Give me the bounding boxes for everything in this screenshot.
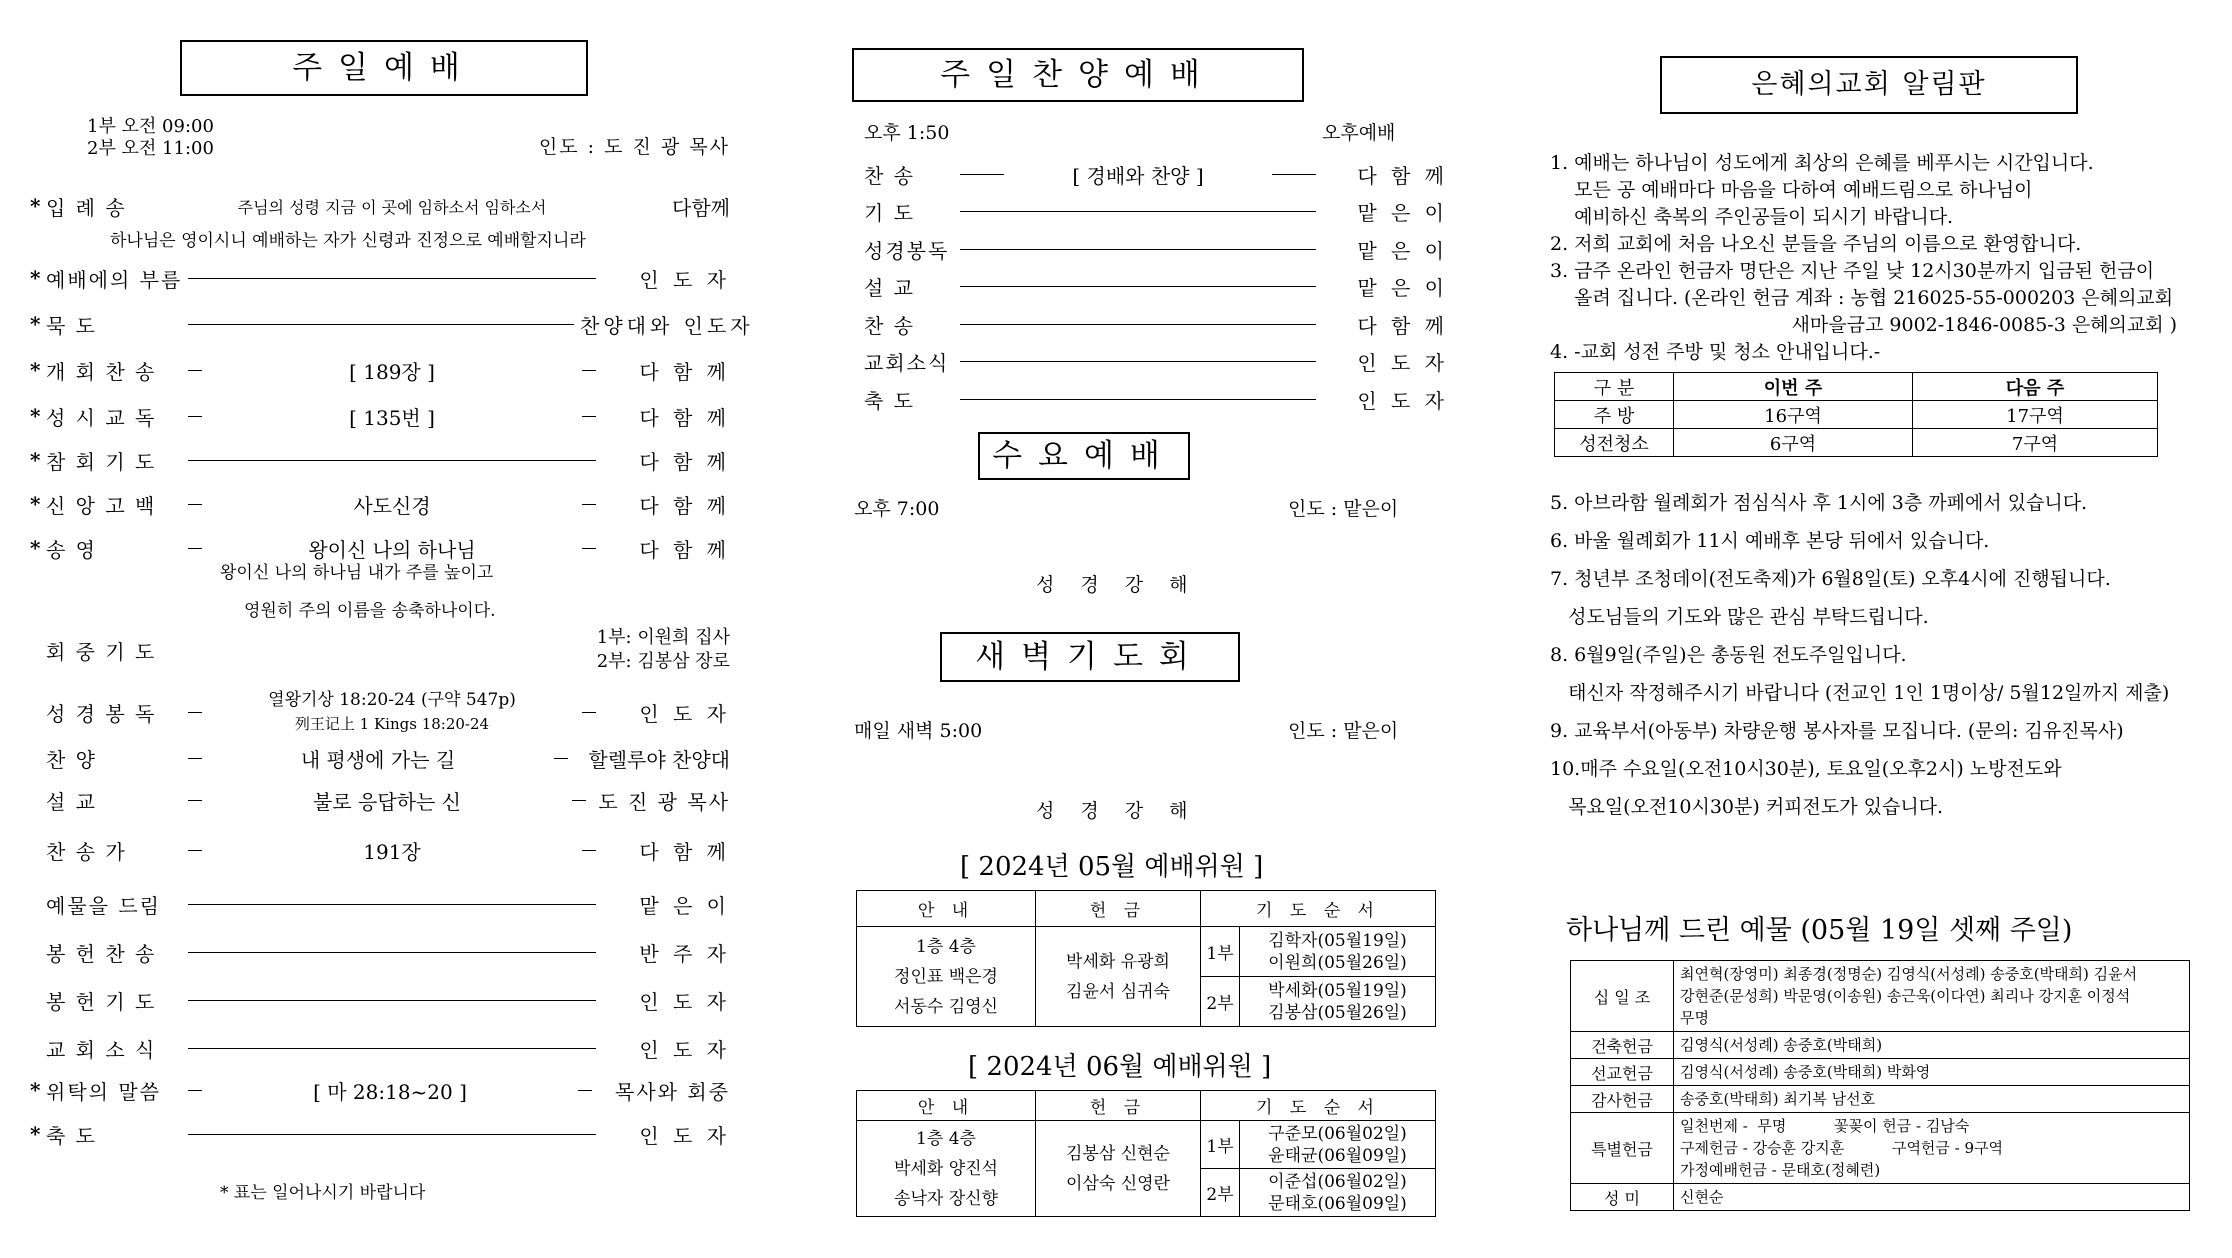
song-line-1: 왕이신 나의 하나님 내가 주를 높이고 (220, 563, 494, 583)
notice-line: 7. 청년부 조청데이(전도축제)가 6월8일(토) 오후4시에 진행됩니다. (1550, 568, 2111, 590)
liturgy-item-assignee: 다 함 께 (639, 537, 730, 562)
praise-item-assignee: 다 함 께 (1357, 313, 1448, 338)
sunday-service-title: 주일예배 (180, 40, 588, 96)
liturgy-item-assignee: 반 주 자 (639, 941, 730, 966)
wednesday-leader: 인도 : 맡은이 (1288, 498, 1399, 520)
liturgy-item-detail: 왕이신 나의 하나님 (308, 537, 476, 562)
june-part-1: 1부 (1201, 1121, 1240, 1169)
offering-category: 십 일 조 (1571, 961, 1674, 1032)
liturgy-item-label: 묵 도 (46, 313, 97, 338)
cleaning-header-category: 구 분 (1555, 373, 1674, 401)
liturgy-item-assignee: 다함께 (672, 195, 730, 220)
service-time-1: 1부 오전 09:00 (87, 116, 214, 137)
praise-item-label: 기 도 (864, 201, 915, 225)
offering-row (1571, 1032, 2190, 1059)
offering-names-line: 김영식(서성례) 송중호(박태희) 박화영 (1680, 1063, 1931, 1081)
liturgy-item-row (30, 932, 730, 972)
liturgy-item-detail: [ 마 28:18~20 ] (313, 1079, 467, 1104)
may-prayer-1: 김학자(05월19일) 이원희(05월26일) (1240, 927, 1436, 977)
cleaning-cell: 성전청소 (1555, 429, 1674, 457)
notice-line: 모든 공 예배마다 마음을 다하여 예배드림으로 하나님이 (1550, 179, 2033, 201)
reading-line-2: 列王记上 1 Kings 18:20-24 (294, 715, 490, 733)
praise-type: 오후예배 (1322, 122, 1396, 144)
liturgy-item-assignee: 인 도 자 (639, 267, 730, 292)
dawn-time: 매일 새벽 5:00 (854, 720, 983, 742)
sermon-label: 설 교 (46, 789, 97, 814)
liturgy-item-assignee: 다 함 께 (639, 839, 730, 864)
liturgy-item-row (30, 1114, 730, 1154)
notice-line: 8. 6월9일(주일)은 총동원 전도주일입니다. (1550, 644, 1907, 666)
liturgy-item-label: 참 회 기 도 (46, 449, 157, 474)
liturgy-item-assignee: 맡 은 이 (639, 893, 730, 918)
june-guide: 1층 4층 박세화 양진석 송낙자 장신향 (857, 1121, 1036, 1217)
praise-item-label: 설 교 (864, 276, 915, 300)
offering-category: 성 미 (1571, 1184, 1674, 1211)
liturgy-item-row (30, 258, 730, 298)
liturgy-item-assignee: 인 도 자 (639, 1123, 730, 1148)
june-part-2: 2부 (1201, 1169, 1240, 1217)
scripture-reading-row (30, 688, 730, 736)
praise-service-title: 주일찬양예배 (852, 48, 1304, 102)
sermon-preacher: 도 진 광 목사 (598, 789, 730, 814)
cleaning-cell: 6구역 (1674, 429, 1913, 457)
wednesday-content: 성 경 강 해 (1036, 574, 1198, 596)
anthem-label: 찬 양 (46, 747, 97, 772)
liturgy-item-label: 찬 송 가 (46, 839, 127, 864)
cleaning-table (1554, 372, 2158, 457)
liturgy-item-label: 교 회 소 식 (46, 1037, 157, 1062)
liturgy-item-label: 개 회 찬 송 (46, 359, 157, 384)
opening-verse: 하나님은 영이시니 예배하는 자가 신령과 진정으로 예배할지니라 (110, 231, 586, 251)
praise-item-row (864, 229, 1448, 269)
committee-june-table (856, 1090, 1436, 1217)
committee-may-title: [ 2024년 05월 예배위원 ] (960, 852, 1264, 882)
cleaning-header-next-week: 다음 주 (1913, 373, 2158, 401)
required-star: * (30, 492, 41, 516)
prayer-line-1: 1부: 이원희 집사 (596, 627, 730, 648)
liturgy-item-assignee: 다 함 께 (639, 493, 730, 518)
praise-item-label: 찬 송 (864, 313, 915, 338)
offering-names (1674, 1184, 2190, 1211)
praise-item-assignee: 맡 은 이 (1357, 238, 1448, 263)
praise-item-assignee: 맡 은 이 (1357, 276, 1448, 300)
anthem-right: 할렐루야 찬양대 (588, 747, 730, 772)
praise-item-row (864, 379, 1448, 419)
liturgy-item-assignee: 목사와 회중 (615, 1079, 730, 1104)
liturgy-item-row (30, 186, 730, 226)
offering-names-line: 가정예배헌금 - 문태호(정혜련) (1680, 1161, 1881, 1179)
required-star: * (30, 404, 41, 428)
offering-row (1571, 1086, 2190, 1113)
notice-line: 목요일(오전10시30분) 커피전도가 있습니다. (1550, 796, 1944, 818)
offering-names-line: 최연혁(장영미) 최종경(정명순) 김영식(서성례) 송중호(박태희) 김윤서 (1680, 965, 2138, 983)
praise-item-row (864, 192, 1448, 232)
committee-june-title: [ 2024년 06월 예배위원 ] (968, 1052, 1272, 1082)
offering-names-line: 구제헌금 - 강승훈 강지훈 구역헌금 - 9구역 (1680, 1139, 2004, 1157)
prayer-line-2: 2부: 김봉삼 장로 (596, 651, 730, 672)
liturgy-item-detail: 사도신경 (353, 493, 431, 518)
liturgy-item-label: 입 례 송 (46, 195, 127, 220)
praise-item-row (864, 267, 1448, 307)
anthem-row (30, 738, 730, 778)
offering-names (1674, 961, 2190, 1032)
reading-right: 인 도 자 (639, 701, 730, 726)
liturgy-item-label: 축 도 (46, 1123, 97, 1148)
liturgy-item-assignee: 찬양대와 인도자 (580, 313, 754, 338)
offering-names-line: 무명 (1680, 1009, 1709, 1027)
june-prayer-1: 구준모(06월02일) 윤태균(06월09일) (1240, 1121, 1436, 1169)
dawn-content: 성 경 강 해 (1036, 800, 1198, 822)
may-offering: 박세화 유광희 김윤서 심귀숙 (1036, 927, 1201, 1027)
cleaning-cell: 16구역 (1674, 401, 1913, 429)
liturgy-item-row (30, 396, 730, 436)
praise-item-detail: [ 경배와 찬양 ] (1072, 163, 1204, 188)
liturgy-item-detail: 주님의 성령 지금 이 곳에 임하소서 임하소서 (237, 197, 547, 217)
liturgy-item-label: 성 시 교 독 (46, 405, 157, 430)
offerings-title: 하나님께 드린 예물 (05월 19일 셋째 주일) (1566, 915, 2073, 946)
header-guide: 안 내 (857, 891, 1036, 927)
service-times (87, 116, 214, 160)
liturgy-item-row (30, 830, 730, 870)
liturgy-item-row (30, 1028, 730, 1068)
notice-line: 2. 저희 교회에 처음 나오신 분들을 주님의 이름으로 환영합니다. (1550, 233, 2082, 255)
offering-names-line: 일천번제 - 무명 꽃꽂이 헌금 - 김남숙 (1680, 1117, 1970, 1135)
offering-names (1674, 1059, 2190, 1086)
offering-names-line: 강현준(문성희) 박문영(이송원) 송근욱(이다연) 최리나 강지훈 이정석 (1680, 987, 2131, 1005)
offering-names-line: 송중호(박태희) 최기복 남선호 (1680, 1090, 1876, 1108)
june-offering: 김봉삼 신현순 이삼숙 신영란 (1036, 1121, 1201, 1217)
cleaning-header-this-week: 이번 주 (1674, 373, 1913, 401)
praise-item-row (864, 304, 1448, 344)
service-time-2: 2부 오전 11:00 (87, 138, 214, 159)
offering-category: 선교헌금 (1571, 1059, 1674, 1086)
sermon-row (30, 780, 730, 820)
notice-line: 6. 바울 월례회가 11시 예배후 본당 뒤에서 있습니다. (1550, 530, 1990, 552)
notice-line: 올려 집니다. (온라인 헌금 계좌 : 농협 216025-55-000203 은혜의교회 (1550, 287, 2174, 309)
header-offering: 헌 금 (1036, 1091, 1201, 1121)
required-star: * (30, 194, 41, 218)
liturgy-item-row (30, 884, 730, 924)
liturgy-item-label: 봉 헌 기 도 (46, 989, 157, 1014)
footnote: * 표는 일어나시기 바랍니다 (220, 1183, 426, 1203)
offering-row (1571, 961, 2190, 1032)
notices-a (1550, 150, 2210, 366)
offering-names (1674, 1113, 2190, 1184)
liturgy-item-assignee: 다 함 께 (639, 405, 730, 430)
notice-line: 예비하신 축복의 주인공들이 되시기 바랍니다. (1550, 206, 1954, 228)
praise-item-row (864, 342, 1448, 382)
offering-row (1571, 1184, 2190, 1211)
offering-row (1571, 1059, 2190, 1086)
june-prayer-2: 이준섭(06월02일) 문태호(06월09일) (1240, 1169, 1436, 1217)
may-guide: 1층 4층 정인표 백은경 서동수 김영신 (857, 927, 1036, 1027)
liturgy-item-label: 위탁의 말씀 (46, 1079, 161, 1104)
liturgy-item-row (30, 440, 730, 480)
notice-line: 성도님들의 기도와 많은 관심 부탁드립니다. (1550, 606, 1929, 628)
praise-item-assignee: 인 도 자 (1357, 388, 1448, 413)
notice-line: 3. 금주 온라인 헌금자 명단은 지난 주일 낮 12시30분까지 입금된 헌금이 (1550, 260, 2155, 282)
notices-b (1550, 484, 2210, 826)
required-star: * (30, 536, 41, 560)
liturgy-item-row (30, 304, 754, 344)
committee-may-table (856, 890, 1436, 1027)
offering-category: 감사헌금 (1571, 1086, 1674, 1113)
may-part-2: 2부 (1201, 977, 1240, 1027)
offering-names-line: 김영식(서성례) 송중호(박태희) (1680, 1036, 1883, 1054)
liturgy-item-assignee: 다 함 께 (639, 449, 730, 474)
praise-item-label: 성경봉독 (864, 238, 950, 263)
offering-row (1571, 1113, 2190, 1184)
liturgy-item-detail: [ 135번 ] (349, 405, 435, 430)
liturgy-item-row (30, 350, 730, 390)
praise-item-row (864, 154, 1448, 194)
sunday-service-column (30, 0, 754, 1258)
offering-names (1674, 1086, 2190, 1113)
offering-names (1674, 1032, 2190, 1059)
reading-line-1: 열왕기상 18:20-24 (구약 547p) (268, 690, 516, 710)
cleaning-cell: 주 방 (1555, 401, 1674, 429)
required-star: * (30, 1122, 41, 1146)
offering-category: 건축헌금 (1571, 1032, 1674, 1059)
header-prayer: 기 도 순 서 (1201, 1091, 1436, 1121)
header-offering: 헌 금 (1036, 891, 1201, 927)
liturgy-item-assignee: 인 도 자 (639, 1037, 730, 1062)
required-star: * (30, 358, 41, 382)
liturgy-item-assignee: 다 함 께 (639, 359, 730, 384)
offering-category: 특별헌금 (1571, 1113, 1674, 1184)
liturgy-item-label: 예배에의 부름 (46, 267, 183, 292)
notice-line: 5. 아브라함 월례회가 점심식사 후 1시에 3층 까페에서 있습니다. (1550, 492, 2088, 514)
praise-item-label: 찬 송 (864, 163, 915, 188)
may-prayer-2: 박세화(05월19일) 김봉삼(05월26일) (1240, 977, 1436, 1027)
wednesday-time: 오후 7:00 (854, 498, 940, 520)
praise-item-assignee: 다 함 께 (1357, 163, 1448, 188)
anthem-title: 내 평생에 가는 길 (300, 747, 456, 772)
dawn-prayer-title: 새벽기도회 (940, 632, 1240, 682)
required-star: * (30, 266, 41, 290)
congregation-prayer-row (30, 628, 730, 672)
song-line-2: 영원히 주의 이름을 송축하나이다. (244, 601, 496, 621)
board-title: 은혜의교회 알림판 (1660, 56, 2078, 114)
praise-item-label: 축 도 (864, 388, 915, 413)
praise-item-label: 교회소식 (864, 351, 950, 375)
liturgy-item-row (30, 484, 730, 524)
liturgy-item-row (30, 1070, 730, 1110)
offerings-table (1570, 960, 2190, 1211)
sunday-leader: 인도 : 도 진 광 목사 (538, 136, 730, 158)
cleaning-cell: 7구역 (1913, 429, 2158, 457)
header-prayer: 기 도 순 서 (1201, 891, 1436, 927)
liturgy-item-assignee: 인 도 자 (639, 989, 730, 1014)
notice-line: 10.매주 수요일(오전10시30분), 토요일(오후2시) 노방전도와 (1550, 758, 2062, 780)
required-star: * (30, 1078, 41, 1102)
header-guide: 안 내 (857, 1091, 1036, 1121)
sermon-title: 불로 응답하는 신 (313, 789, 461, 814)
prayer-label: 회 중 기 도 (46, 639, 157, 664)
liturgy-item-label: 신 앙 고 백 (46, 493, 157, 518)
praise-time: 오후 1:50 (864, 122, 950, 144)
notice-line: 태신자 작정해주시기 바랍니다 (전교인 1인 1명이상/ 5월12일까지 제출) (1550, 682, 2170, 704)
required-star: * (30, 448, 41, 472)
liturgy-item-row (30, 980, 730, 1020)
wednesday-title: 수요예배 (978, 432, 1190, 480)
notice-line: 4. -교회 성전 주방 및 청소 안내입니다.- (1550, 341, 1881, 363)
liturgy-item-detail: 191장 (363, 839, 421, 864)
liturgy-item-label: 봉 헌 찬 송 (46, 941, 157, 966)
notice-line: 9. 교육부서(아동부) 차량운행 봉사자를 모집니다. (문의: 김유진목사) (1550, 720, 2124, 742)
praise-item-assignee: 인 도 자 (1357, 351, 1448, 375)
notice-line: 1. 예배는 하나님이 성도에게 최상의 은혜를 베푸시는 시간입니다. (1550, 152, 2094, 174)
required-star: * (30, 312, 41, 336)
reading-label: 성 경 봉 독 (46, 701, 157, 726)
service-column-2 (850, 0, 1450, 1258)
cleaning-cell: 17구역 (1913, 401, 2158, 429)
liturgy-item-detail: [ 189장 ] (349, 359, 435, 384)
liturgy-item-label: 송 영 (46, 537, 97, 562)
praise-item-assignee: 맡 은 이 (1357, 201, 1448, 225)
notice-line: 새마을금고 9002-1846-0085-3 은혜의교회 ) (1550, 314, 2178, 336)
offering-names-line: 신현순 (1680, 1188, 1724, 1206)
board-column (1550, 0, 2210, 1258)
liturgy-item-label: 예물을 드림 (46, 893, 161, 918)
dawn-leader: 인도 : 맡은이 (1288, 720, 1399, 742)
may-part-1: 1부 (1201, 927, 1240, 977)
